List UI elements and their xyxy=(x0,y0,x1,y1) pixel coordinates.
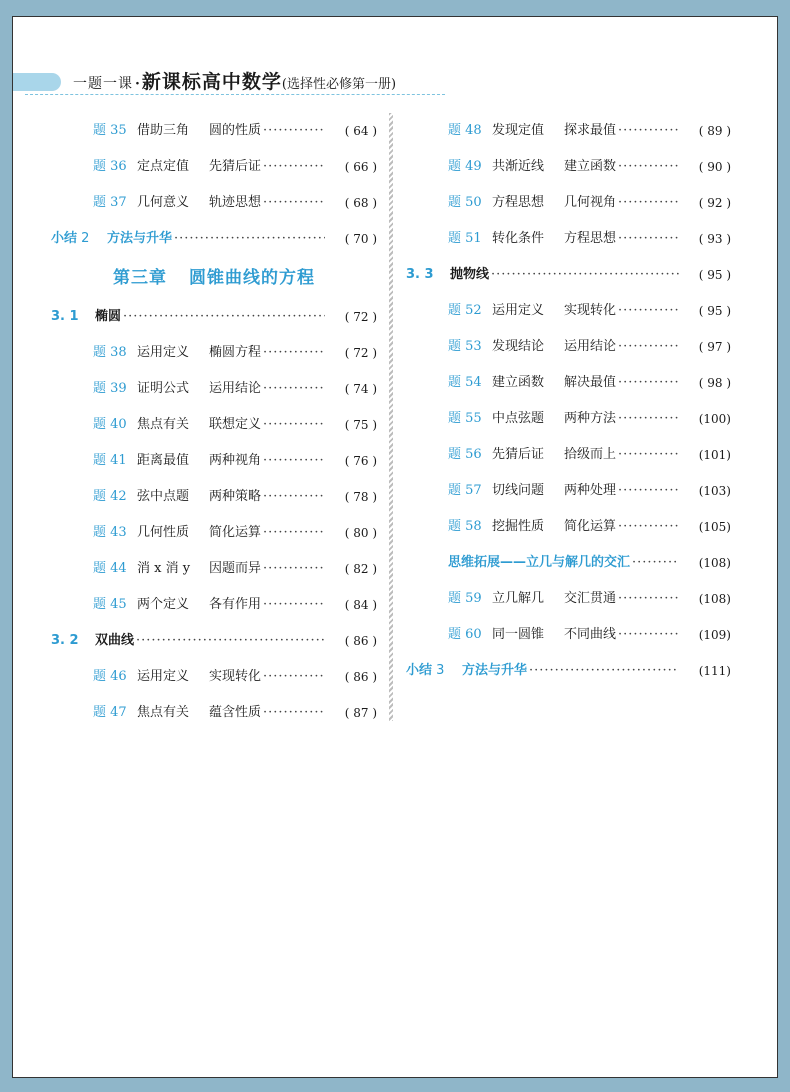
header-accent-bar xyxy=(13,73,61,91)
page-number: ( 92 ) xyxy=(698,196,731,210)
problem-number: 题 43 xyxy=(93,525,127,540)
problem-title-a: 焦点有关 xyxy=(137,705,190,720)
page-number: ( 80 ) xyxy=(344,526,377,540)
problem-title xyxy=(492,149,616,185)
leader-dots xyxy=(618,149,679,185)
problem-title-b: 交汇贯通 xyxy=(564,591,617,606)
left-column xyxy=(51,113,377,731)
problem-title xyxy=(492,509,616,545)
problem-number: 题 41 xyxy=(93,453,127,468)
thinking-title: 思维拓展——立几与解几的交汇 xyxy=(448,555,631,570)
problem-number: 题 54 xyxy=(448,375,482,390)
page-number: (108) xyxy=(698,592,731,606)
problem-title-a: 发现结论 xyxy=(492,339,545,354)
problem-number: 题 59 xyxy=(448,591,482,606)
toc-item-row[interactable] xyxy=(51,371,377,407)
problem-title-a: 切线问题 xyxy=(492,483,545,498)
problem-title-b: 椭圆方程 xyxy=(209,345,262,360)
problem-number: 题 44 xyxy=(93,561,127,576)
summary-2-row[interactable] xyxy=(51,221,377,257)
toc-item-row[interactable] xyxy=(51,335,377,371)
problem-title xyxy=(137,515,261,551)
summary-title: 方法与升华 xyxy=(107,231,173,246)
problem-number: 题 49 xyxy=(448,159,482,174)
problem-title xyxy=(137,587,261,623)
header-series: 一题一课 xyxy=(73,76,133,92)
page-number: ( 86 ) xyxy=(344,634,377,648)
toc-item-row[interactable] xyxy=(406,473,731,509)
leader-dots xyxy=(618,185,679,221)
problem-title-a: 焦点有关 xyxy=(137,417,190,432)
problem-number: 题 46 xyxy=(93,669,127,684)
header-underline xyxy=(25,94,445,95)
page-number: ( 70 ) xyxy=(344,232,377,246)
page-number: ( 90 ) xyxy=(698,160,731,174)
toc-item-row[interactable] xyxy=(51,113,377,149)
leader-dots xyxy=(491,257,679,293)
leader-dots xyxy=(263,371,325,407)
toc-item-row[interactable] xyxy=(406,581,731,617)
problem-title-b: 运用结论 xyxy=(209,381,262,396)
section-3-1-row[interactable] xyxy=(51,299,377,335)
leader-dots xyxy=(263,443,325,479)
summary-label: 小结 3 xyxy=(406,663,445,678)
leader-dots xyxy=(136,623,325,659)
toc-item-row[interactable] xyxy=(51,443,377,479)
problem-title-b: 解决最值 xyxy=(564,375,617,390)
page-number: ( 82 ) xyxy=(344,562,377,576)
problem-title-a: 建立函数 xyxy=(492,375,545,390)
problem-title-a: 中点弦题 xyxy=(492,411,545,426)
problem-title-a: 转化条件 xyxy=(492,231,545,246)
problem-title-a: 定点定值 xyxy=(137,159,190,174)
problem-number: 题 42 xyxy=(93,489,127,504)
problem-title-b: 建立函数 xyxy=(564,159,617,174)
column-divider xyxy=(389,113,393,721)
toc-item-row[interactable] xyxy=(406,113,731,149)
problem-title-b: 各有作用 xyxy=(209,597,262,612)
leader-dots xyxy=(263,695,325,731)
summary-title: 方法与升华 xyxy=(462,663,528,678)
leader-dots xyxy=(529,653,679,689)
problem-number: 题 60 xyxy=(448,627,482,642)
section-3-3-row[interactable] xyxy=(406,257,731,293)
page-number: (109) xyxy=(698,628,731,642)
problem-title xyxy=(137,479,261,515)
section-number: 3. 3 xyxy=(406,267,434,282)
page-number: (105) xyxy=(698,520,731,534)
problem-title-a: 发现定值 xyxy=(492,123,545,138)
problem-number: 题 58 xyxy=(448,519,482,534)
page-number: ( 75 ) xyxy=(344,418,377,432)
problem-number: 题 53 xyxy=(448,339,482,354)
toc-item-row[interactable] xyxy=(406,617,731,653)
leader-dots xyxy=(618,329,679,365)
header-subtitle: (选择性必修第一册) xyxy=(281,77,397,92)
problem-title xyxy=(492,293,616,329)
page-number: ( 86 ) xyxy=(344,670,377,684)
toc-item-row[interactable] xyxy=(406,437,731,473)
problem-title-a: 证明公式 xyxy=(137,381,190,396)
problem-title-b: 探求最值 xyxy=(564,123,617,138)
problem-number: 题 57 xyxy=(448,483,482,498)
leader-dots xyxy=(618,509,679,545)
problem-title-a: 距离最值 xyxy=(137,453,190,468)
problem-title-a: 两个定义 xyxy=(137,597,190,612)
problem-title-a: 运用定义 xyxy=(492,303,545,318)
problem-title-b: 先猜后证 xyxy=(209,159,262,174)
problem-title-b: 两种视角 xyxy=(209,453,262,468)
page-number: ( 87 ) xyxy=(344,706,377,720)
toc-item-row[interactable] xyxy=(51,515,377,551)
toc-item-row[interactable] xyxy=(406,329,731,365)
summary-label: 小结 2 xyxy=(51,231,90,246)
page-number: ( 76 ) xyxy=(344,454,377,468)
leader-dots xyxy=(618,221,679,257)
summary-3-row[interactable] xyxy=(406,653,731,689)
page-header xyxy=(13,69,453,95)
problem-title-a: 几何意义 xyxy=(137,195,190,210)
problem-number: 题 35 xyxy=(93,123,127,138)
toc-item-row[interactable] xyxy=(51,551,377,587)
problem-title-b: 运用结论 xyxy=(564,339,617,354)
section-number: 3. 1 xyxy=(51,309,79,324)
leader-dots xyxy=(618,437,679,473)
problem-title xyxy=(492,113,616,149)
leader-dots xyxy=(263,659,325,695)
problem-title-a: 运用定义 xyxy=(137,345,190,360)
problem-title-b: 联想定义 xyxy=(209,417,262,432)
problem-number: 题 36 xyxy=(93,159,127,174)
problem-title-a: 借助三角 xyxy=(137,123,190,138)
thinking-extension-row[interactable] xyxy=(406,545,731,581)
leader-dots xyxy=(618,293,679,329)
leader-dots xyxy=(618,113,679,149)
problem-title-b: 实现转化 xyxy=(564,303,617,318)
problem-title xyxy=(137,407,261,443)
toc-item-row[interactable] xyxy=(51,149,377,185)
problem-number: 题 48 xyxy=(448,123,482,138)
leader-dots xyxy=(263,551,325,587)
page-number: ( 97 ) xyxy=(698,340,731,354)
page-number: ( 95 ) xyxy=(698,268,731,282)
problem-title-b: 简化运算 xyxy=(564,519,617,534)
toc-item-row[interactable] xyxy=(51,695,377,731)
problem-title-a: 立几解几 xyxy=(492,591,545,606)
page-number: ( 89 ) xyxy=(698,124,731,138)
page-number: (101) xyxy=(698,448,731,462)
chapter-title: 第三章 圆锥曲线的方程 xyxy=(113,268,315,288)
leader-dots xyxy=(263,515,325,551)
header-text xyxy=(73,69,396,95)
problem-number: 题 55 xyxy=(448,411,482,426)
problem-title xyxy=(137,185,261,221)
page-number: (103) xyxy=(698,484,731,498)
toc-item-row[interactable] xyxy=(51,407,377,443)
problem-number: 题 50 xyxy=(448,195,482,210)
page-number: ( 84 ) xyxy=(344,598,377,612)
toc-item-row[interactable] xyxy=(51,479,377,515)
leader-dots xyxy=(263,113,325,149)
toc-item-row[interactable] xyxy=(51,587,377,623)
toc-item-row[interactable] xyxy=(406,293,731,329)
page-number: (111) xyxy=(698,664,731,678)
problem-title xyxy=(492,401,616,437)
section-title: 椭圆 xyxy=(95,309,122,324)
problem-title xyxy=(137,371,261,407)
toc-item-row[interactable] xyxy=(406,221,731,257)
leader-dots xyxy=(618,365,679,401)
problem-title xyxy=(137,551,261,587)
problem-title xyxy=(492,437,616,473)
problem-number: 题 52 xyxy=(448,303,482,318)
problem-number: 题 51 xyxy=(448,231,482,246)
section-3-2-row[interactable] xyxy=(51,623,377,659)
problem-number: 题 56 xyxy=(448,447,482,462)
header-title: 新课标高中数学 xyxy=(141,71,282,93)
page-number: ( 74 ) xyxy=(344,382,377,396)
problem-title-a: 方程思想 xyxy=(492,195,545,210)
problem-title xyxy=(492,221,616,257)
leader-dots xyxy=(263,149,325,185)
leader-dots xyxy=(632,545,679,581)
problem-title-a: 共渐近线 xyxy=(492,159,545,174)
problem-title-a: 运用定义 xyxy=(137,669,190,684)
problem-number: 题 40 xyxy=(93,417,127,432)
problem-title-b: 蕴含性质 xyxy=(209,705,262,720)
problem-title-a: 几何性质 xyxy=(137,525,190,540)
problem-title xyxy=(137,659,261,695)
leader-dots xyxy=(263,185,325,221)
leader-dots xyxy=(174,221,325,257)
header-dot: · xyxy=(135,76,140,92)
page-number: ( 72 ) xyxy=(344,346,377,360)
page-number: ( 98 ) xyxy=(698,376,731,390)
problem-title xyxy=(137,443,261,479)
leader-dots xyxy=(263,587,325,623)
problem-number: 题 39 xyxy=(93,381,127,396)
problem-title xyxy=(492,617,616,653)
page-number: ( 66 ) xyxy=(344,160,377,174)
problem-title-b: 两种策略 xyxy=(209,489,262,504)
leader-dots xyxy=(263,407,325,443)
problem-title-a: 同一圆锥 xyxy=(492,627,545,642)
problem-title-b: 圆的性质 xyxy=(209,123,262,138)
right-column xyxy=(406,113,731,689)
section-title: 抛物线 xyxy=(450,267,490,282)
problem-title-a: 先猜后证 xyxy=(492,447,545,462)
problem-number: 题 45 xyxy=(93,597,127,612)
toc-item-row[interactable] xyxy=(51,659,377,695)
problem-title-b: 实现转化 xyxy=(209,669,262,684)
toc-item-row[interactable] xyxy=(406,149,731,185)
page-number: ( 68 ) xyxy=(344,196,377,210)
problem-title xyxy=(492,581,616,617)
page-number: ( 95 ) xyxy=(698,304,731,318)
problem-title xyxy=(137,335,261,371)
problem-number: 题 37 xyxy=(93,195,127,210)
chapter-3-heading[interactable] xyxy=(51,257,377,299)
section-title: 双曲线 xyxy=(95,633,135,648)
problem-title-a: 弦中点题 xyxy=(137,489,190,504)
problem-title xyxy=(492,365,616,401)
leader-dots xyxy=(618,473,679,509)
page-number: (100) xyxy=(698,412,731,426)
problem-title-b: 方程思想 xyxy=(564,231,617,246)
problem-title xyxy=(492,185,616,221)
leader-dots xyxy=(263,479,325,515)
problem-title-b: 因题而异 xyxy=(209,561,262,576)
page-number: ( 72 ) xyxy=(344,310,377,324)
problem-title-b: 两种方法 xyxy=(564,411,617,426)
toc-item-row[interactable] xyxy=(51,185,377,221)
leader-dots xyxy=(123,299,325,335)
problem-title xyxy=(137,149,261,185)
problem-title-b: 拾级而上 xyxy=(564,447,617,462)
leader-dots xyxy=(618,581,679,617)
problem-title-b: 不同曲线 xyxy=(564,627,617,642)
toc-item-row[interactable] xyxy=(406,185,731,221)
problem-title-b: 轨迹思想 xyxy=(209,195,262,210)
problem-title xyxy=(492,473,616,509)
problem-title-a: 挖掘性质 xyxy=(492,519,545,534)
problem-number: 题 47 xyxy=(93,705,127,720)
problem-title xyxy=(492,329,616,365)
problem-title xyxy=(137,695,261,731)
page-number: ( 78 ) xyxy=(344,490,377,504)
leader-dots xyxy=(263,335,325,371)
leader-dots xyxy=(618,617,679,653)
problem-title xyxy=(137,113,261,149)
toc-item-row[interactable] xyxy=(406,365,731,401)
toc-item-row[interactable] xyxy=(406,401,731,437)
problem-title-b: 简化运算 xyxy=(209,525,262,540)
page-number: ( 64 ) xyxy=(344,124,377,138)
page-number: ( 93 ) xyxy=(698,232,731,246)
leader-dots xyxy=(618,401,679,437)
book-page xyxy=(12,16,778,1078)
problem-title-a: 消 x 消 y xyxy=(137,561,191,576)
problem-title-b: 两种处理 xyxy=(564,483,617,498)
page-number: (108) xyxy=(698,556,731,570)
section-number: 3. 2 xyxy=(51,633,79,648)
toc-item-row[interactable] xyxy=(406,509,731,545)
problem-number: 题 38 xyxy=(93,345,127,360)
problem-title-b: 几何视角 xyxy=(564,195,617,210)
